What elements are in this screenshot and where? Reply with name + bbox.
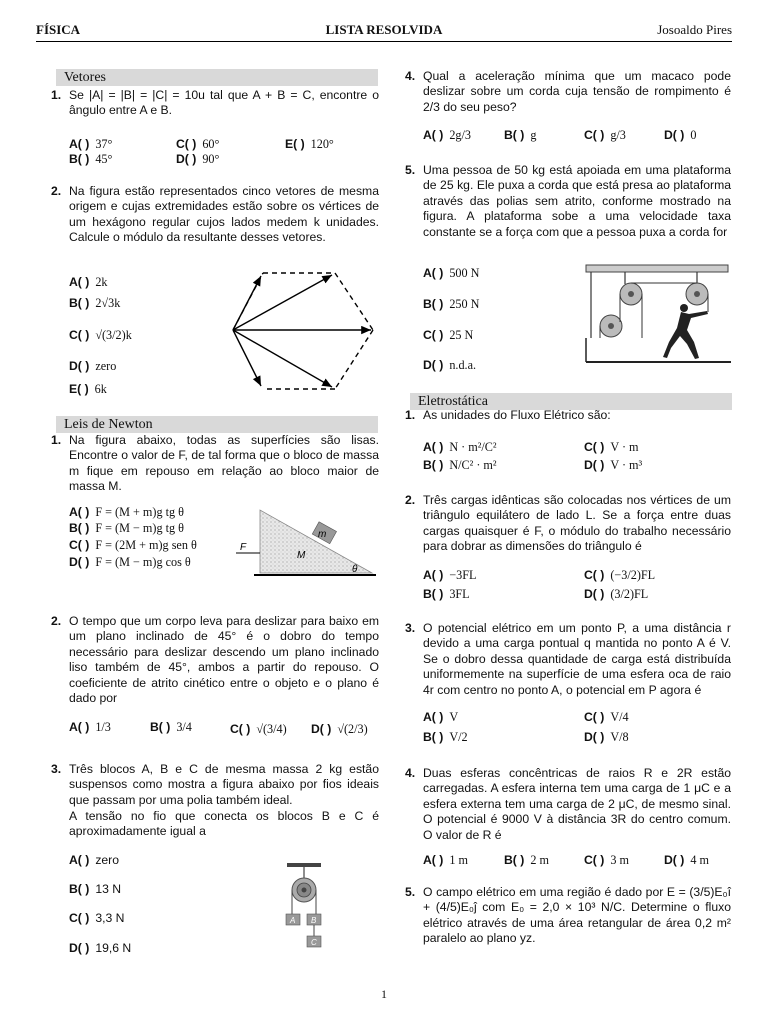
option-value: g/3 (610, 128, 626, 142)
option[interactable] (69, 296, 120, 311)
option-value: 2k (95, 275, 108, 289)
label-F: F (240, 542, 247, 553)
option-label: A( ) (423, 568, 444, 582)
option-value: 60° (202, 137, 220, 151)
question-text: Na figura estão representados cinco vetores de mesma origem e cujas extremidades estão sobre os vértices de um hexágono regular cujos lados medem k unidades. Calcule o módulo da resultante desses vetores. (69, 184, 379, 245)
option[interactable] (69, 941, 131, 955)
option[interactable] (423, 853, 468, 868)
newton-question-3-continued (69, 809, 379, 840)
option-value: √(2/3) (337, 722, 368, 736)
newton-question-5 (405, 163, 731, 240)
option-label: B( ) (423, 458, 444, 472)
option-label: D( ) (69, 359, 90, 373)
option-label: C( ) (69, 911, 90, 925)
option-label: C( ) (584, 128, 605, 142)
person-silhouette (663, 304, 708, 359)
option[interactable] (69, 382, 107, 397)
option-label: B( ) (69, 296, 90, 310)
option-label: C( ) (69, 538, 90, 552)
option-label: C( ) (584, 853, 605, 867)
option[interactable] (423, 587, 470, 602)
option-value: 0 (690, 128, 697, 142)
platform-pulley-figure (583, 262, 731, 366)
option-value: 500 N (449, 266, 480, 280)
option-label: A( ) (423, 440, 444, 454)
option[interactable] (285, 137, 334, 152)
option[interactable] (311, 722, 368, 737)
option-label: A( ) (423, 266, 444, 280)
option-label: C( ) (69, 328, 90, 342)
label-B: B (311, 916, 317, 925)
question-text: Duas esferas concêntricas de raios R e 2R estão carregadas. A esfera interna tem uma carga de 1 μC e a esfera externa tem uma carga de 2 μC, de mesmo sinal. O potencial é 9000 V à distância 3R do centro comum. O valor de R é (423, 766, 731, 842)
option-label: B( ) (504, 853, 525, 867)
option-label: B( ) (423, 730, 444, 744)
option[interactable] (69, 505, 184, 520)
option-value: g (530, 128, 537, 142)
incline-figure (234, 505, 378, 580)
option-value: V/8 (610, 730, 629, 744)
label-C: C (311, 938, 317, 947)
option-value: 3,3 N (95, 911, 125, 925)
option[interactable] (664, 853, 709, 868)
question-number: 5. (405, 163, 416, 177)
hexagon-vectors-figure (225, 268, 380, 398)
label-theta: θ (352, 564, 358, 575)
option-value: n.d.a. (449, 358, 477, 372)
option-label: C( ) (584, 440, 605, 454)
question-text: Três cargas idênticas são colocadas nos vértices de um triângulo equilátero de lado L. Se a força entre duas cargas quaisquer é F, o módulo do trabalho necessário para dobrar as dimensões do triângulo é (423, 493, 731, 554)
option[interactable] (69, 152, 112, 167)
question-number: 1. (51, 88, 62, 102)
option[interactable] (423, 440, 497, 455)
option-label: D( ) (664, 128, 685, 142)
option[interactable] (504, 853, 549, 868)
option[interactable] (423, 730, 468, 745)
option[interactable] (664, 128, 696, 143)
label-m: m (318, 529, 327, 540)
option[interactable] (423, 128, 471, 143)
option-label: D( ) (584, 587, 605, 601)
option[interactable] (584, 587, 648, 602)
option-label: B( ) (423, 297, 444, 311)
section-title-vetores: Vetores (56, 69, 378, 86)
option-label: B( ) (150, 720, 171, 734)
newton-question-3 (51, 762, 379, 808)
question-text: As unidades do Fluxo Elétrico são: (423, 408, 611, 422)
option-value: √(3/2)k (95, 328, 132, 342)
option[interactable] (69, 521, 184, 536)
question-text: Se |A| = |B| = |C| = 10u tal que A + B = C, encontre o ângulo entre A e B. (69, 88, 379, 118)
question-number: 1. (405, 408, 416, 422)
option-value: F = (M − m)g tg θ (95, 521, 184, 535)
option-label: B( ) (69, 521, 90, 535)
option[interactable] (230, 722, 287, 737)
question-number: 2. (51, 184, 62, 198)
option[interactable] (176, 152, 219, 167)
question-text: O tempo que um corpo leva para deslizar para baixo em um plano inclinado de 45° é o dobro do tempo necessário para deslizar descendo um plano inclinado liso também de 45°, ambos a partir do repouso. O coeficiente de atrito cinético entre o objeto e o plano é dado por (69, 614, 379, 706)
option-label: B( ) (69, 882, 90, 896)
option[interactable] (584, 710, 629, 725)
option-label: A( ) (423, 853, 444, 867)
option[interactable] (423, 328, 473, 343)
option[interactable] (69, 538, 197, 553)
option-label: A( ) (69, 505, 90, 519)
option[interactable] (423, 266, 479, 281)
section-title-eletro: Eletrostática (410, 393, 732, 410)
option-label: D( ) (664, 853, 685, 867)
option-label: E( ) (285, 137, 305, 151)
newton-question-4 (405, 69, 731, 115)
option-label: D( ) (176, 152, 197, 166)
option-value: 120° (310, 137, 334, 151)
option[interactable] (584, 458, 642, 473)
option-value: (−3/2)FL (610, 568, 656, 582)
header-author: Josoaldo Pires (657, 22, 732, 37)
option-value: −3FL (449, 568, 477, 582)
option-label: D( ) (423, 358, 444, 372)
option-value: N · m²/C² (449, 440, 497, 454)
option-label: A( ) (423, 710, 444, 724)
option-value: √(3/4) (256, 722, 287, 736)
option[interactable] (69, 720, 111, 735)
header-subject: FÍSICA (36, 22, 81, 37)
question-text: Uma pessoa de 50 kg está apoiada em uma plataforma de 25 kg. Ele puxa a corda que está presa ao plataforma através das polias sem atrito, conforme mostrado na figura. A plataforma sobe a uma velocidade taxa constante se a força com que a pessoa puxa a corda for (423, 163, 731, 239)
option-label: D( ) (584, 458, 605, 472)
option[interactable] (423, 568, 477, 583)
option-value: 37° (95, 137, 113, 151)
eletro-question-4 (405, 766, 731, 843)
option-label: A( ) (423, 128, 444, 142)
label-M: M (297, 550, 306, 561)
option-value: V/2 (449, 730, 468, 744)
option-value: 25 N (449, 328, 474, 342)
option-value: V · m (610, 440, 639, 454)
option-label: A( ) (69, 720, 90, 734)
option-value: 3 m (610, 853, 629, 867)
option[interactable] (584, 730, 629, 745)
option[interactable] (176, 137, 219, 152)
option-value: 4 m (690, 853, 709, 867)
option-value: F = (2M + m)g sen θ (95, 538, 197, 552)
question-number: 5. (405, 885, 416, 899)
option-label: D( ) (311, 722, 332, 736)
question-number: 2. (405, 493, 416, 507)
ceiling-support (287, 863, 321, 867)
question-text: O potencial elétrico em um ponto P, a uma distância r devido a uma carga pontual q mantida no ponto A é V. Se o dobro dessa quantidade de carga está distribuída uniformemente na superfície de uma esfera oca de raio 4r com centro no ponto A, o potencial em P agora é (423, 621, 731, 697)
option[interactable] (584, 568, 655, 583)
page-number: 1 (381, 987, 387, 1001)
option[interactable] (69, 137, 112, 152)
newton-question-2 (51, 614, 379, 706)
option-value: zero (95, 853, 120, 867)
page-header (36, 22, 732, 42)
option[interactable] (69, 853, 119, 867)
option-value: 3FL (449, 587, 470, 601)
option-label: D( ) (584, 730, 605, 744)
question-text: Três blocos A, B e C de mesma massa 2 kg estão suspensos como mostra a figura abaixo por fios ideais que passam por uma polia também ideal. (69, 762, 379, 807)
option[interactable] (584, 853, 629, 868)
question-text: Qual a aceleração mínima que um macaco pode deslizar sobre um corda cuja tensão de rompimento é 2/3 do seu peso? (423, 69, 731, 114)
option-value: 90° (202, 152, 220, 166)
eletro-question-1 (405, 408, 731, 423)
option[interactable] (69, 911, 124, 925)
vector-arrows (233, 275, 371, 387)
option[interactable] (584, 440, 639, 455)
option[interactable] (69, 328, 132, 343)
option-value: 1 m (449, 853, 468, 867)
option-label: C( ) (423, 328, 444, 342)
option-value: 250 N (449, 297, 480, 311)
option[interactable] (423, 358, 476, 373)
option-value: (3/2)FL (610, 587, 649, 601)
label-A: A (290, 916, 296, 925)
question-number: 3. (51, 762, 62, 776)
question-number: 2. (51, 614, 62, 628)
option-label: E( ) (69, 382, 89, 396)
question-text: Na figura abaixo, todas as superfícies são lisas. Encontre o valor de F, de tal forma que o bloco de massa m fique em repouso em relação ao bloco maior de massa M. (69, 433, 379, 494)
newton-question-1 (51, 433, 379, 495)
option-label: C( ) (584, 710, 605, 724)
ceiling-beam (586, 265, 728, 272)
option[interactable] (69, 882, 121, 896)
option-value: 19,6 N (95, 941, 132, 955)
option-value: 3/4 (176, 720, 192, 734)
option-value: 2g/3 (449, 128, 471, 142)
option[interactable] (504, 128, 536, 143)
option-label: D( ) (69, 941, 90, 955)
option-value: V · m³ (610, 458, 643, 472)
option-value: 2 m (530, 853, 549, 867)
option-value: F = (M − m)g cos θ (95, 555, 191, 569)
option-value: F = (M + m)g tg θ (95, 505, 184, 519)
option-value: N/C² · m² (449, 458, 497, 472)
option[interactable] (69, 275, 108, 290)
option-value: 13 N (95, 882, 122, 896)
header-title: LISTA RESOLVIDA (325, 22, 443, 37)
question-text: A tensão no fio que conecta os blocos B e C é aproximadamente igual a (69, 809, 379, 839)
header-rule (36, 41, 732, 42)
section-title-newton: Leis de Newton (56, 416, 378, 433)
question-number: 1. (51, 433, 62, 447)
option-value: 6k (94, 382, 107, 396)
option-value: zero (95, 359, 117, 373)
eletro-question-2 (405, 493, 731, 555)
option-label: A( ) (69, 275, 90, 289)
vetores-question-1 (51, 88, 379, 119)
option-label: C( ) (584, 568, 605, 582)
option-label: A( ) (69, 853, 90, 867)
option-label: D( ) (69, 555, 90, 569)
pulley-blocks-figure (280, 860, 328, 956)
question-text: O campo elétrico em uma região é dado por E = (3/5)E₀î + (4/5)E₀ĵ com E₀ = 2,0 × 10³ N/C. Determine o fluxo elétrico através de uma área retangular de área 0,2 m² paralelo ao plano yz. (423, 885, 731, 946)
option[interactable] (423, 458, 497, 473)
option-label: B( ) (423, 587, 444, 601)
option-value: V/4 (610, 710, 629, 724)
option-label: B( ) (69, 152, 90, 166)
option[interactable] (423, 710, 458, 725)
question-number: 3. (405, 621, 416, 635)
eletro-question-5 (405, 885, 731, 947)
option[interactable] (69, 555, 191, 570)
eletro-question-3 (405, 621, 731, 698)
option[interactable] (423, 297, 479, 312)
option-value: 1/3 (95, 720, 111, 734)
option[interactable] (150, 720, 192, 735)
vetores-question-2 (51, 184, 379, 246)
option-label: B( ) (504, 128, 525, 142)
option-value: 45° (95, 152, 113, 166)
option-value: V (449, 710, 459, 724)
option-label: C( ) (230, 722, 251, 736)
question-number: 4. (405, 766, 416, 780)
option-label: C( ) (176, 137, 197, 151)
option[interactable] (584, 128, 626, 143)
question-number: 4. (405, 69, 416, 83)
option[interactable] (69, 359, 116, 374)
option-label: A( ) (69, 137, 90, 151)
option-value: 2√3k (95, 296, 121, 310)
